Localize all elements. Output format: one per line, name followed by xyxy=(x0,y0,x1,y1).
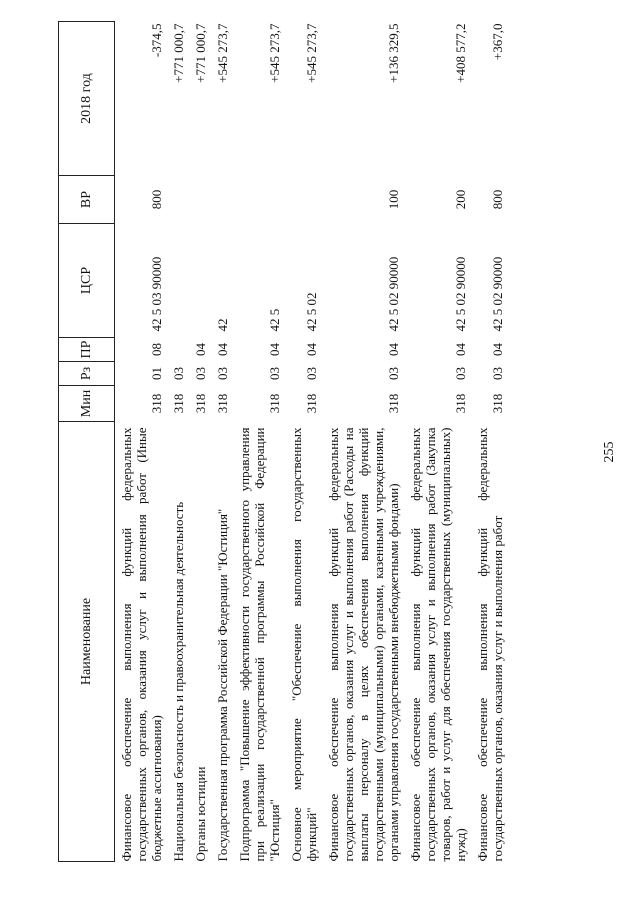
row-name: Государственная программа Российской Федерации "Юстиция" xyxy=(215,508,230,862)
row-pr: 04 xyxy=(453,343,468,356)
row-csr xyxy=(189,224,211,338)
row-vr xyxy=(285,176,322,224)
row-vr: 800 xyxy=(149,189,164,210)
row-rz: 03 xyxy=(386,367,401,380)
budget-table xyxy=(58,21,508,862)
row-rz: 03 xyxy=(171,367,186,380)
row-name: Финансовое обеспечение выполнения функций федеральных государственных органов, оказания услуг и выполнения работ (Расходы на выплаты персоналу в целях обеспечения выполнения функций государственными (муниципальными) органами, казенными учреждениями, органами управления государственными внебюджетными фондами) xyxy=(326,427,401,862)
row-min: 318 xyxy=(215,393,230,414)
row-name: Основное мероприятие "Обеспечение выполнения государственных функций" xyxy=(289,427,319,862)
header-name: Наименование xyxy=(59,422,115,862)
row-rz: 01 xyxy=(149,367,164,380)
table-row xyxy=(189,22,211,862)
row-pr: 04 xyxy=(193,343,208,356)
row-name: Финансовое обеспечение выполнения функций федеральных государственных органов, оказания услуг и выполнения работ xyxy=(475,427,505,862)
table-header-row xyxy=(59,22,115,862)
row-pr: 04 xyxy=(490,343,505,356)
row-rz: 03 xyxy=(490,367,505,380)
row-csr: 42 5 xyxy=(267,308,282,332)
table-row xyxy=(285,22,322,862)
row-amount: +408 577,2 xyxy=(453,23,468,83)
row-pr: 04 xyxy=(386,343,401,356)
row-csr: 42 5 02 90000 xyxy=(386,256,401,332)
row-csr xyxy=(167,224,189,338)
row-vr: 200 xyxy=(453,189,468,210)
row-vr: 100 xyxy=(386,189,401,210)
row-min: 318 xyxy=(453,393,468,414)
header-vr: ВР xyxy=(59,176,115,224)
row-name: Национальная безопасность и правоохранительная деятельность xyxy=(171,501,186,862)
header-year: 2018 год xyxy=(59,22,115,176)
row-csr: 42 5 02 xyxy=(304,292,319,332)
row-min: 318 xyxy=(193,393,208,414)
table-row xyxy=(471,22,508,862)
row-pr: 04 xyxy=(304,343,319,356)
row-name: Финансовое обеспечение выполнения функций федеральных государственных органов, оказания услуг и выполнения работ (Иные бюджетные ассигнования) xyxy=(119,427,164,862)
header-pr: ПР xyxy=(59,338,115,362)
row-amount: +771 000,7 xyxy=(171,23,186,83)
row-csr: 42 5 03 90000 xyxy=(149,256,164,332)
row-amount: -374,5 xyxy=(149,23,164,58)
header-csr: ЦСР xyxy=(59,224,115,338)
table-row xyxy=(404,22,471,862)
row-amount: +367,0 xyxy=(490,23,505,61)
row-min: 318 xyxy=(267,393,282,414)
row-rz: 03 xyxy=(304,367,319,380)
row-min: 318 xyxy=(171,393,186,414)
row-amount: +771 000,7 xyxy=(193,23,208,83)
row-pr: 08 xyxy=(149,343,164,356)
table-row xyxy=(211,22,233,862)
row-amount: +545 273,7 xyxy=(304,23,319,83)
row-rz: 03 xyxy=(193,367,208,380)
row-pr xyxy=(167,338,189,362)
table-row xyxy=(233,22,285,862)
row-min: 318 xyxy=(149,393,164,414)
row-vr xyxy=(211,176,233,224)
row-name: Финансовое обеспечение выполнения функций федеральных государственных органов, оказания услуг и выполнения работ (Закупка товаров, работ и услуг для обеспечения государственных (муниципальных) нужд) xyxy=(408,427,468,862)
row-name: Органы юстиции xyxy=(193,766,208,862)
row-name: Подпрограмма "Повышение эффективности государственного управления при реализации государственной программы Российской Федерации "Юстиция" xyxy=(237,427,282,862)
row-amount: +545 273,7 xyxy=(215,23,230,83)
row-csr: 42 5 02 90000 xyxy=(453,256,468,332)
row-rz: 03 xyxy=(215,367,230,380)
row-rz: 03 xyxy=(267,367,282,380)
row-pr: 04 xyxy=(267,343,282,356)
row-min: 318 xyxy=(386,393,401,414)
row-csr: 42 xyxy=(215,318,230,332)
row-vr: 800 xyxy=(490,189,505,210)
row-vr xyxy=(233,176,285,224)
row-min: 318 xyxy=(490,393,505,414)
row-rz: 03 xyxy=(453,367,468,380)
header-rz: Рз xyxy=(59,362,115,386)
row-csr: 42 5 02 90000 xyxy=(490,256,505,332)
table-row xyxy=(115,22,168,862)
rotated-table-area xyxy=(58,22,578,862)
row-amount: +136 329,5 xyxy=(386,23,401,83)
table-row xyxy=(322,22,404,862)
row-amount: +545 273,7 xyxy=(267,23,282,83)
row-vr xyxy=(167,176,189,224)
header-min: Мин xyxy=(59,386,115,422)
row-vr xyxy=(189,176,211,224)
page-number: 255 xyxy=(602,441,617,463)
row-min: 318 xyxy=(304,393,319,414)
row-pr: 04 xyxy=(215,343,230,356)
table-row xyxy=(167,22,189,862)
